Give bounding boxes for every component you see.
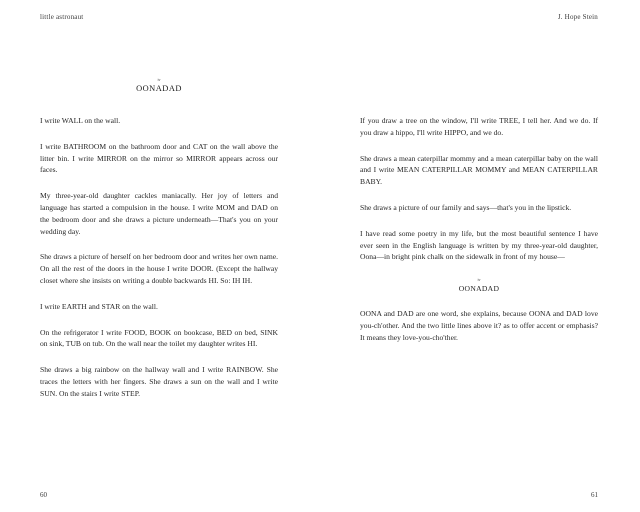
paragraph: She draws a picture of herself on her bedroom door and writes her own name. On all the rest of the doors in the house I write DOOR. (Except the hallway closet where she insists on writing a double backwards HI. So: IH IH. xyxy=(40,252,278,285)
paragraph: If you draw a tree on the window, I'll write TREE, I tell her. And we do. If you draw a hippo, I'll write HIPPO, and we do. xyxy=(360,116,598,137)
paragraph: I write EARTH and STAR on the wall. xyxy=(40,301,158,311)
paragraph: I write WALL on the wall. xyxy=(40,116,121,125)
left-body-text xyxy=(40,115,278,400)
paragraph: My three-year-old daughter cackles maniacally. Her joy of letters and language has started a compulsion in the house. I write MOM and DAD on the bedroom door and she draws a picture underneath—That's you on your wedding day. xyxy=(40,191,278,236)
left-running-head: little astronaut xyxy=(40,13,84,21)
paragraph: She draws a big rainbow on the hallway wall and I write RAINBOW. She traces the letters with her fingers. She draws a sun on the wall and I write SUN. On the stairs I write STEP. xyxy=(40,365,278,398)
inline-mark: iv xyxy=(477,277,481,283)
right-body-text xyxy=(360,115,598,344)
left-page-number: 60 xyxy=(40,491,47,499)
right-page-number: 61 xyxy=(591,491,598,499)
inline-oonadad-heading xyxy=(360,277,598,294)
right-running-head: J. Hope Stein xyxy=(557,13,598,21)
inline-title: OONADAD xyxy=(458,284,500,294)
paragraph: She draws a picture of our family and says—that's you in the lipstick. xyxy=(360,202,572,212)
right-page xyxy=(320,0,640,512)
paragraph: OONA and DAD are one word, she explains, because OONA and DAD love you-ch'other. And the two little lines above it? as to offer accent or emphasis? It means they love-you-cho'ther. xyxy=(360,309,598,342)
paragraph: On the refrigerator I write FOOD, BOOK on bookcase, BED on bed, SINK on sink, TUB on tub. On the wall near the toilet my daughter writes HI. xyxy=(40,327,278,349)
paragraph: I write BATHROOM on the bathroom door and CAT on the wall above the litter bin. I write MIRROR on the mirror so MIRROR appears across our faces. xyxy=(40,141,278,175)
paragraph: I have read some poetry in my life, but the most beautiful sentence I have ever seen in the English language is written by my three-year-old daughter, Oona—in bright pink chalk on the sidewalk in front of my house— xyxy=(360,228,598,262)
section-mark: iv xyxy=(157,77,161,82)
chapter-title: OONADAD xyxy=(136,84,182,93)
paragraph: She draws a mean caterpillar mommy and a mean caterpillar baby on the wall and I write MEAN CATERPILLAR MOMMY and MEAN CATERPILLAR BABY. xyxy=(360,153,598,187)
